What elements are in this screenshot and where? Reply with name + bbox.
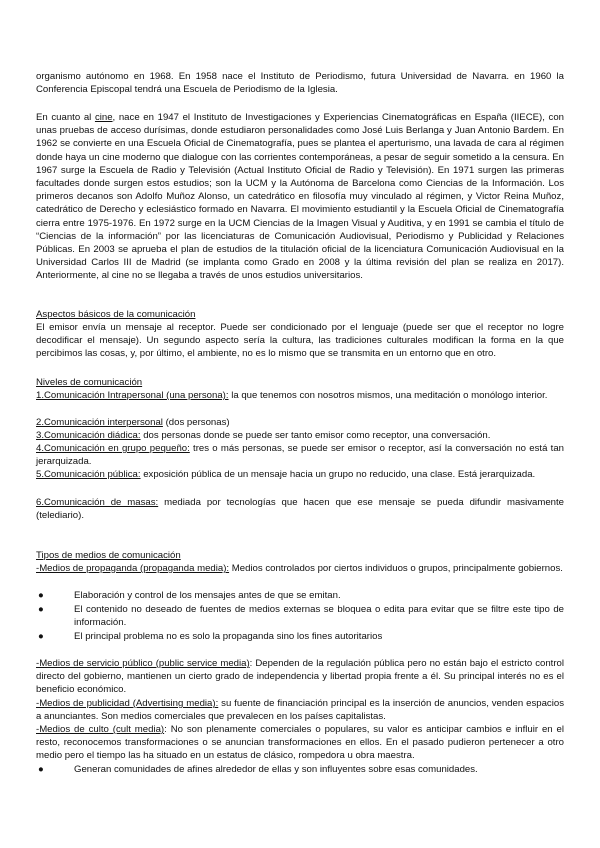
level-item-masas [36, 496, 564, 522]
medium-servicio-publico [36, 657, 564, 697]
bullet-icon: ● [38, 590, 44, 601]
level-label: 4.Comunicación en grupo pequeño: [36, 443, 190, 454]
level-label: 6.Comunicación de masas: [36, 497, 159, 508]
level-text: mediada por tecnologías que hacen que ese mensaje se pueda difundir masivamente (telediario). [36, 497, 565, 522]
bullet-icon: ● [38, 764, 44, 775]
medium-publicidad [36, 697, 564, 723]
medium-culto [36, 723, 564, 763]
medium-text: : No son plenamente comerciales o populares, su valor es anticipar cambios e influir en el resto, reconocemos transformaciones o se anuncian transformaciones en ellos. En el pasado pudieron pertenecer a otro medio pero el tiempo las ha situado en un estatus de clásico, rompedora u obra maestra. [36, 724, 564, 762]
level-label: 3.Comunicación diádica: [36, 430, 141, 441]
bullet-item [36, 589, 564, 602]
level-item-intrapersonal [36, 389, 564, 402]
bullet-text: Elaboración y control de los mensajes antes de que se emitan. [74, 590, 341, 601]
bullet-text: El contenido no deseado de fuentes de medios externas se bloquea o edita para evitar que se filtre este tipo de información. [74, 604, 564, 629]
level-item-publica [36, 468, 564, 481]
bullet-icon: ● [38, 631, 44, 642]
bullet-item [36, 603, 564, 629]
medium-text: Medios controlados por ciertos individuos o grupos, principalmente gobiernos. [229, 563, 563, 574]
medium-label: -Medios de servicio público (public service media) [36, 658, 250, 669]
heading-aspectos: Aspectos básicos de la comunicación [36, 309, 196, 320]
medium-label: -Medios de propaganda (propaganda media): [36, 563, 230, 574]
paragraph-intro: organismo autónomo en 1968. En 1958 nace el Instituto de Periodismo, futura Universidad de Navarra. en 1960 la Conferencia Episcopal tendrá una Escuela de Periodismo de la Iglesia. [36, 71, 564, 96]
level-label: 1.Comunicación Intrapersonal (una persona): [36, 390, 229, 401]
paragraph-cine-body: , nace en 1947 el Instituto de Investigaciones y Experiencias Cinematográficas en España (IIECE), con unas pruebas de acceso durísimas, donde estudiaron personalidades como José Luis Berlanga y Juan Antonio Bardem. En 1962 se convierte en una Escuela Oficial de Cinematografía, pues se plantea el aperturismo, una lavada de cara al régimen donde haya un cine moderno que dialogue con las corrientes contemporáneas, a pesar de seguir sometido a la censura. En 1967 surge la Escuela de Radio y Televisión (Actual Instituto Oficial de Radio y Televisión). En 1971 surgen las primeras facultades donde surgen estos estudios; son la UCM y la Autónoma de Barcelona como Ciencias de la Información. Los primeros decanos son Adolfo Muñoz Alonso, un catedrático en filosofía muy vinculado al régimen, y Victor Reina Muñoz, catedrático de Derecho y eclesiástico formado en Navarra. El movimiento estudiantil y la Escuela Oficial de Cinematografía cierra entre 1975-1976. En 1972 surge en la UCM Ciencias de la Imagen Visual y Auditiva, y en 1991 se cambia el título de “Ciencias de la información” por las licenciaturas de Comunicación Audiovisual, Periodismo y Publicidad y Relaciones Públicas. En 2003 se aprueba el plan de estudios de la titulación oficial de la licenciatura Comunicación Audiovisual en la Universidad Carlos III de Madrid (se implanta como Grado en 2008 y la última revisión del plan se realiza en 2017). Anteriormente, al cine no se llegaba a través de unos estudios universitarios. [36, 112, 565, 282]
bullet-item [36, 763, 564, 776]
bullet-item [36, 630, 564, 643]
level-label: 5.Comunicación pública: [36, 469, 141, 480]
link-cine[interactable]: cine [94, 112, 113, 123]
bullet-text: El principal problema no es solo la propaganda sino los fines autoritarios [74, 631, 383, 642]
paragraph-cine-pre: En cuanto al [36, 112, 95, 123]
level-text: exposición pública de un mensaje hacia un grupo no reducido, una clase. Está jerarquizada. [140, 469, 536, 480]
level-text: tres o más personas, se puede ser emisor o receptor, así la conversación no está tan jerarquizada. [36, 443, 564, 468]
heading-tipos: Tipos de medios de comunicación [36, 550, 181, 561]
medium-text: su fuente de financiación principal es la inserción de anuncios, venden espacios a anunciantes. Son medios comerciales que prevalecen en los países capitalistas. [36, 698, 564, 723]
paragraph-aspectos: El emisor envía un mensaje al receptor. Puede ser condicionado por el lenguaje (puede ser que el receptor no logre decodificar el mensaje). Un segundo aspecto sería la cultura, las tradiciones culturales modifican la forma en la que percibimos las cosas, y, por último, el ambiente, no es lo mismo que se transmita en un entorno que en otro. [36, 322, 564, 360]
medium-propaganda [36, 562, 564, 575]
bullet-icon: ● [38, 604, 44, 615]
level-item-diadica [36, 429, 564, 442]
bullet-text: Generan comunidades de afines alrededor de ellas y son influyentes sobre esas comunidades. [74, 764, 478, 775]
level-label: 2.Comunicación interpersonal [36, 417, 163, 428]
paragraph-cine [36, 111, 564, 283]
level-item-interpersonal [36, 416, 564, 429]
medium-text: : Dependen de la regulación pública pero no están bajo el estricto control directo del gobierno, mantienen un cierto grado de independencia y libertad propia frente a él. Su principal interés no es el beneficio económico. [36, 658, 564, 696]
level-text: la que tenemos con nosotros mismos, una meditación o monólogo interior. [228, 390, 548, 401]
heading-niveles: Niveles de comunicación [36, 377, 143, 388]
level-text: dos personas donde se puede ser tanto emisor como receptor, una conversación. [140, 430, 491, 441]
medium-label: -Medios de culto (cult media) [36, 724, 165, 735]
level-item-grupo-pequeno [36, 442, 564, 468]
medium-label: -Medios de publicidad (Advertising media): [36, 698, 219, 709]
level-text: (dos personas) [162, 417, 230, 428]
